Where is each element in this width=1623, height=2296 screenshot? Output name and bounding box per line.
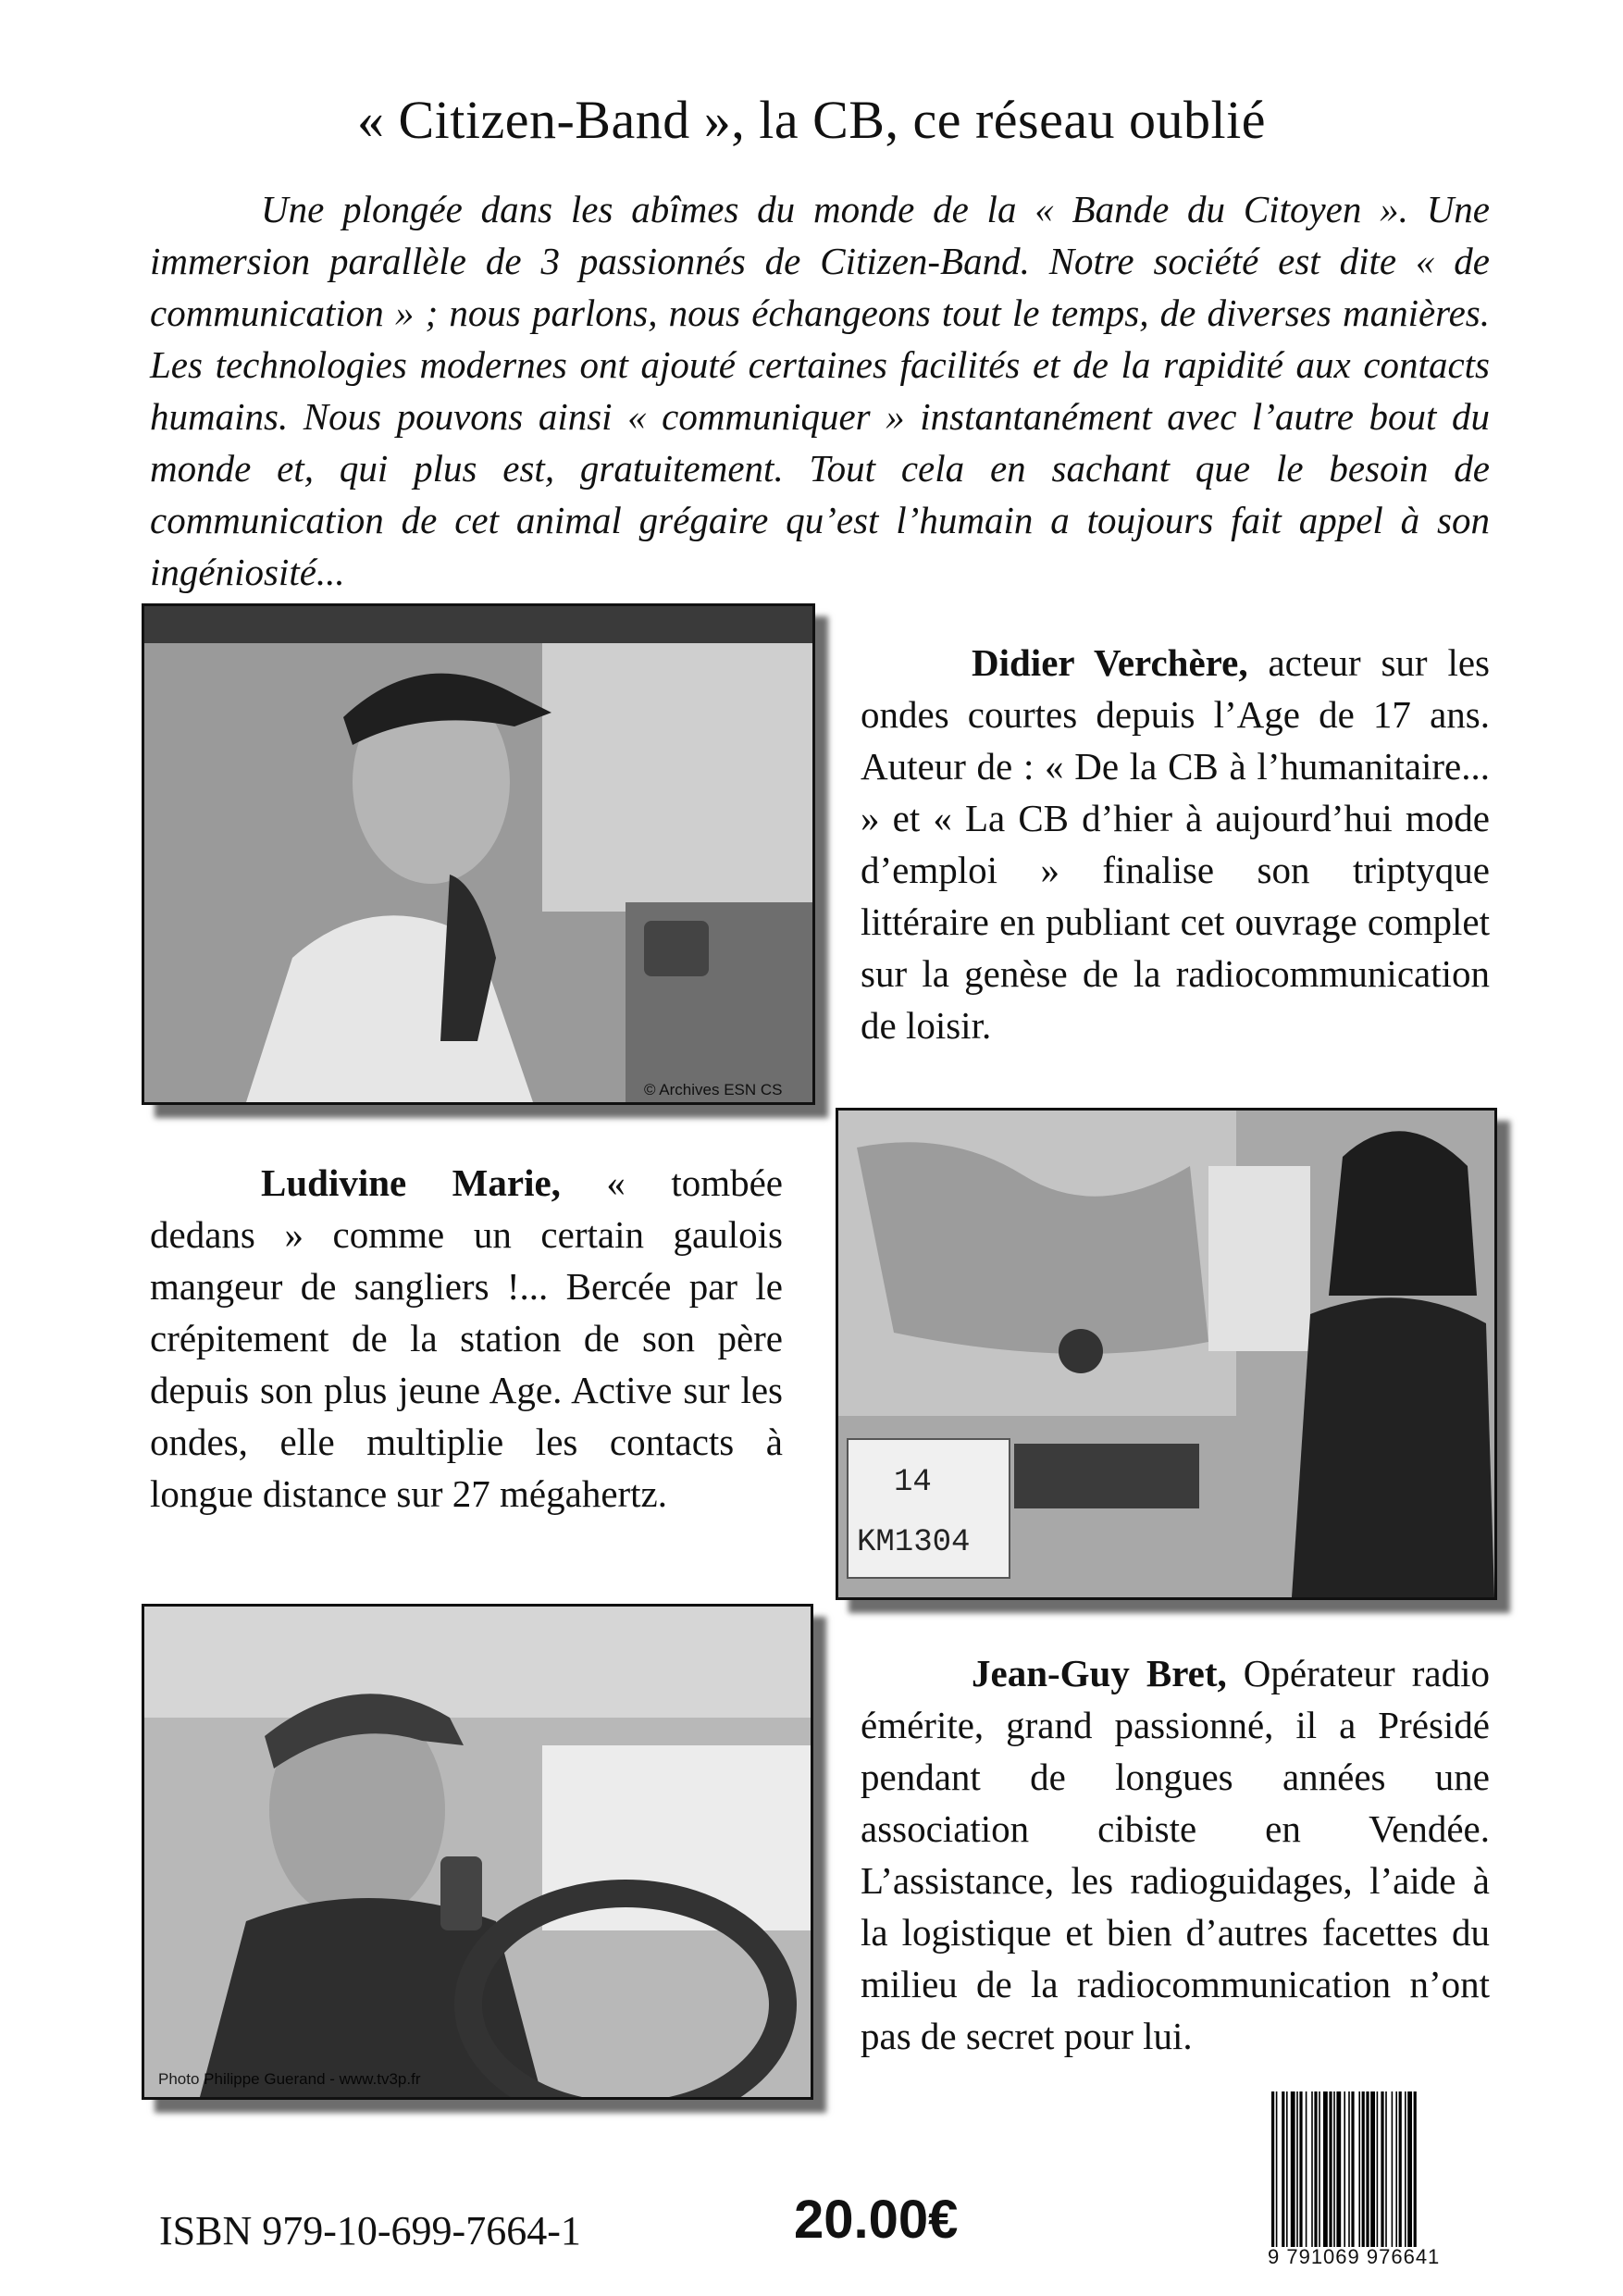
- barcode-bar: [1348, 2091, 1350, 2247]
- barcode-bar: [1329, 2091, 1332, 2247]
- barcode-bar: [1370, 2091, 1375, 2247]
- photo-ludivine-marie: [836, 1108, 1497, 1600]
- barcode-bar: [1395, 2091, 1397, 2247]
- barcode-bar: [1344, 2091, 1345, 2247]
- barcode-bar: [1414, 2091, 1417, 2247]
- barcode-bar: [1377, 2091, 1379, 2247]
- barcode: [1268, 2091, 1508, 2249]
- photo-sign-line1: 14: [894, 1465, 932, 1500]
- author-name-jean-guy: Jean-Guy Bret,: [972, 1652, 1227, 1694]
- intro-paragraph: Une plongée dans les abîmes du monde de la « Bande du Citoyen ». Une immersion parallèle de 3 passionnés de Citizen-Band. Notre société est dite « de communication » ; nous parlons, nous échangeons tout le temps, de diverses manières. Les technologies modernes ont ajouté certaines facilités et de la rapidité aux contacts humains. Nous pouvons ainsi « communiquer » instantanément avec l’autre bout du monde et, qui plus est, gratuitement. Tout cela en sachant que le besoin de communication de cet animal grégaire qu’est l’humain a toujours fait appel à son ingéniosité...: [150, 188, 1490, 593]
- barcode-bar: [1362, 2091, 1365, 2247]
- barcode-bar: [1314, 2091, 1317, 2247]
- barcode-bar: [1319, 2091, 1320, 2247]
- barcode-bar: [1405, 2091, 1406, 2247]
- author-text-jean-guy: Opérateur radio émérite, grand passionné, il a Présidé pendant de longues années une association cibiste en Vendée. L’assistance, les radioguidages, l’aide à la logistique et bien d’autres facettes du milieu de la radiocommunication n’ont pas de secret pour lui.: [861, 1652, 1490, 2057]
- photo-jean-guy-bret: [142, 1604, 813, 2100]
- author-name-didier: Didier Verchère,: [972, 641, 1248, 684]
- book-title: « Citizen-Band », la CB, ce réseau oublié: [356, 90, 1267, 150]
- author-name-ludivine: Ludivine Marie,: [261, 1161, 561, 1204]
- barcode-bar: [1276, 2091, 1278, 2247]
- author-text-didier: acteur sur les ondes courtes depuis l’Age de 17 ans. Auteur de : « De la CB à l’humanitaire... » et « La CB d’hier à aujourd’hui mode d’emploi » finalise son triptyque littéraire en publiant cet ouvrage complet sur la genèse de la radiocommunication de loisir.: [861, 641, 1490, 1047]
- isbn-label: ISBN 979-10-699-7664-1: [159, 2208, 581, 2253]
- photo-credit-didier: © Archives ESN CS: [644, 1081, 783, 1098]
- photo-sign-line2: KM1304: [857, 1525, 971, 1560]
- barcode-digits: 9 791069 976641: [1268, 2245, 1441, 2268]
- bio-jean-guy-bret: [861, 1647, 1490, 2062]
- bio-didier-verchere: [861, 637, 1490, 1051]
- barcode-bar: [1306, 2091, 1307, 2247]
- barcode-bar: [1385, 2091, 1387, 2247]
- barcode-bar: [1358, 2091, 1360, 2247]
- barcode-bar: [1366, 2091, 1369, 2247]
- barcode-bar: [1392, 2091, 1394, 2247]
- barcode-bar: [1323, 2091, 1328, 2247]
- barcode-bar: [1381, 2091, 1383, 2247]
- barcode-bar: [1291, 2091, 1295, 2247]
- barcode-bar: [1333, 2091, 1335, 2247]
- photo-credit-jean-guy: Photo Philippe Guerand - www.tv3p.fr: [158, 2070, 421, 2088]
- barcode-bar: [1311, 2091, 1313, 2247]
- barcode-bar: [1299, 2091, 1302, 2247]
- bio-ludivine-marie: [150, 1157, 783, 1520]
- barcode-bar: [1296, 2091, 1298, 2247]
- photo-didier-verchere: [142, 603, 815, 1105]
- author-text-ludivine: « tombée dedans » comme un certain gaulois mangeur de sangliers !... Bercée par le crépitement de la station de son père depuis son plus jeune Age. Active sur les ondes, elle multiplie les contacts à longue distance sur 27 mégahertz.: [150, 1161, 783, 1515]
- barcode-bar: [1407, 2091, 1412, 2247]
- barcode-bar: [1286, 2091, 1288, 2247]
- barcode-bar: [1271, 2091, 1274, 2247]
- barcode-bar: [1399, 2091, 1402, 2247]
- price-label: 20.00€: [794, 2190, 959, 2250]
- barcode-bar: [1336, 2091, 1341, 2247]
- barcode-bar: [1351, 2091, 1354, 2247]
- barcode-bar: [1282, 2091, 1284, 2247]
